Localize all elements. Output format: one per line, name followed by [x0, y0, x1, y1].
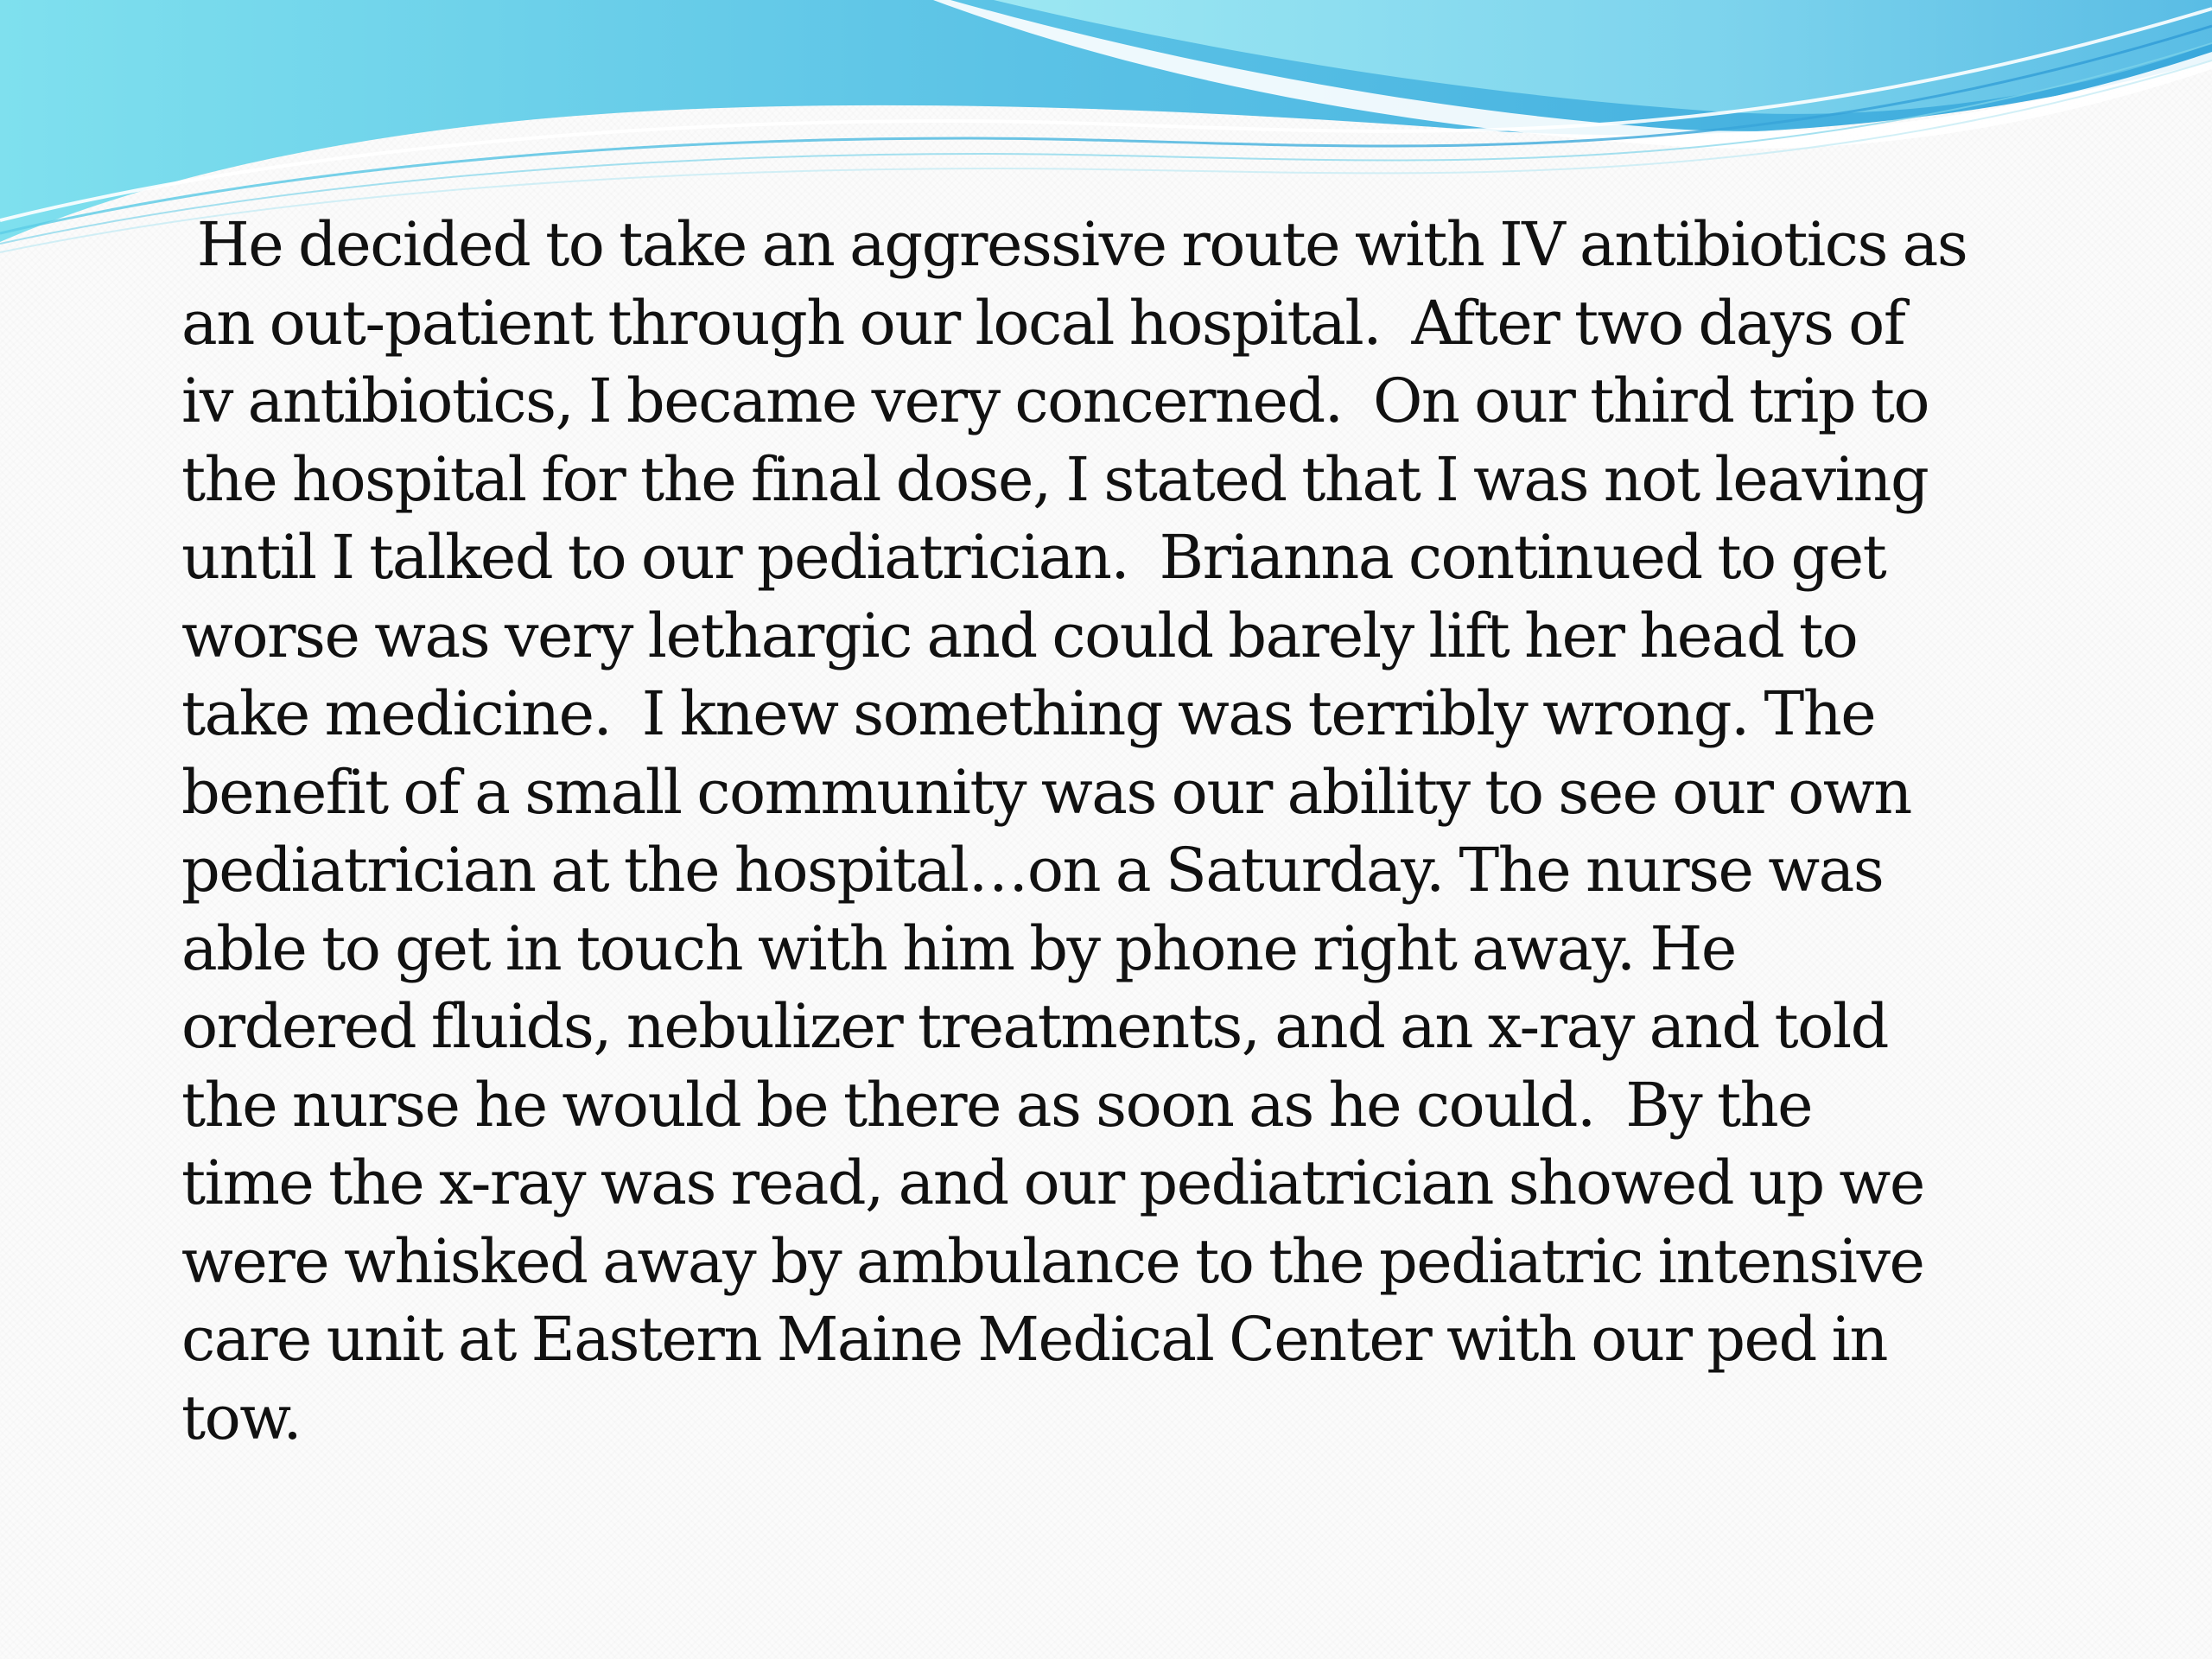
paragraph-line-11: ordered fluids, nebulizer treatments, and an x-ray and told [181, 991, 1888, 1062]
paragraph-line-9: pediatrician at the hospital…on a Saturday. The nurse was [181, 835, 1884, 906]
paragraph-line-8: benefit of a small community was our ability to see our own [181, 756, 1911, 828]
paragraph-line-3: iv antibiotics, I became very concerned. On our third trip to [181, 365, 1929, 436]
paragraph-line-2: an out-patient through our local hospital. After two days of [181, 287, 1905, 359]
paragraph-line-6: worse was very lethargic and could barely lift her head to [181, 600, 1858, 671]
paragraph-line-13: time the x-ray was read, and our pediatrician showed up we [181, 1147, 1924, 1218]
paragraph-line-1: He decided to take an aggressive route with IV antibiotics as [181, 209, 1967, 280]
paragraph-line-12: the nurse he would be there as soon as he could. By the [181, 1069, 1813, 1141]
paragraph-line-5: until I talked to our pediatrician. Brianna continued to get [181, 522, 1886, 593]
paragraph-line-14: were whisked away by ambulance to the pediatric intensive [181, 1225, 1924, 1297]
paragraph-line-10: able to get in touch with him by phone right away. He [181, 912, 1736, 984]
paragraph-line-16: tow. [181, 1382, 302, 1453]
paragraph-line-7: take medicine. I knew something was terribly wrong. The [181, 678, 1876, 749]
paragraph-line-4: the hospital for the final dose, I stated that I was not leaving [181, 443, 1929, 515]
body-paragraph [181, 206, 2065, 1457]
paragraph-line-15: care unit at Eastern Maine Medical Center with our ped in [181, 1304, 1887, 1375]
